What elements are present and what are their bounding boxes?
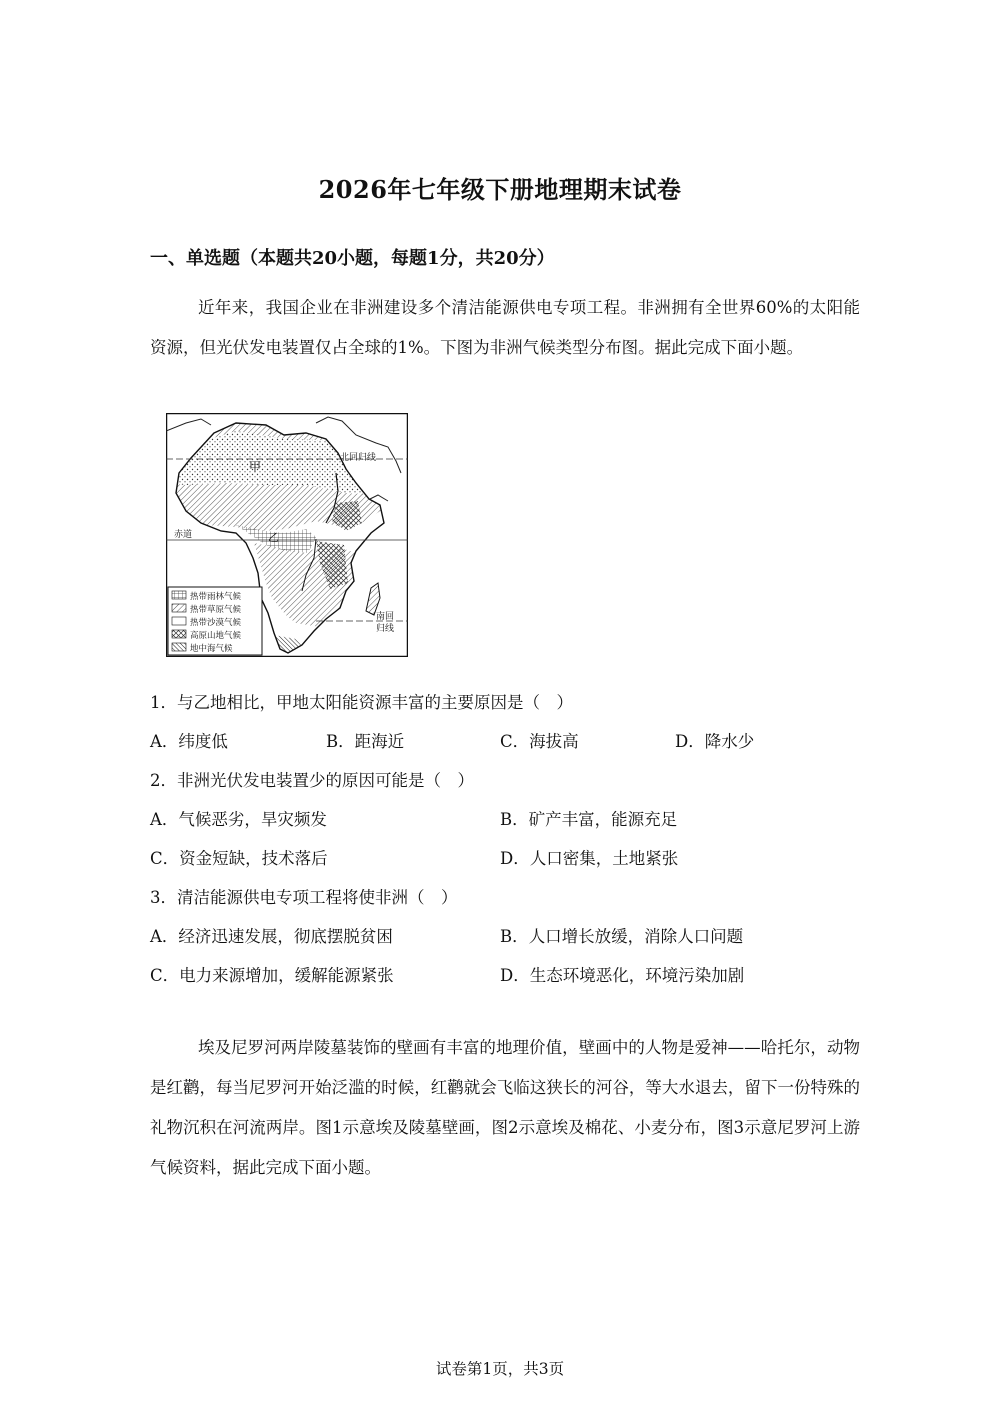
question-2-option-b[interactable]: B．矿产丰富，能源充足 <box>500 810 678 829</box>
legend-item: 热带沙漠气候 <box>190 618 242 628</box>
legend-item: 热带雨林气候 <box>190 592 242 602</box>
question-2-option-a[interactable]: A．气候恶劣，旱灾频发 <box>150 810 327 829</box>
africa-climate-map <box>166 413 408 657</box>
question-1-option-d[interactable]: D．降水少 <box>675 732 755 751</box>
label-tropic-of-cancer: 北回归线 <box>340 453 377 463</box>
question-2-stem: 2．非洲光伏发电装置少的原因可能是（ ） <box>150 771 474 790</box>
legend-item: 热带草原气候 <box>190 605 242 615</box>
legend-item: 高原山地气候 <box>190 631 242 641</box>
passage-intro: 近年来，我国企业在非洲建设多个清洁能源供电专项工程。非洲拥有全世界60%的太阳能资源，但光伏发电装置仅占全球的1%。下图为非洲气候类型分布图。据此完成下面小题。 <box>150 298 860 357</box>
question-1-option-b[interactable]: B．距海近 <box>326 732 405 751</box>
question-3-option-c[interactable]: C．电力来源增加，缓解能源紧张 <box>150 966 394 985</box>
document-title: 2026年七年级下册地理期末试卷 <box>318 175 682 204</box>
label-jia: 甲 <box>249 460 262 474</box>
question-3-option-d[interactable]: D．生态环境恶化，环境污染加剧 <box>500 966 745 985</box>
section-heading: 一、单选题（本题共20小题，每题1分，共20分） <box>150 248 555 269</box>
page-footer: 试卷第1页，共3页 <box>435 1360 565 1378</box>
label-yi: 乙 <box>268 531 279 544</box>
question-3-option-a[interactable]: A．经济迅速发展，彻底摆脱贫困 <box>150 927 393 946</box>
question-1-option-c[interactable]: C．海拔高 <box>500 732 579 751</box>
label-equator: 赤道 <box>174 530 193 540</box>
question-3-option-b[interactable]: B．人口增长放缓，消除人口问题 <box>500 927 744 946</box>
question-2-option-d[interactable]: D．人口密集，土地紧张 <box>500 849 679 868</box>
question-3-stem: 3．清洁能源供电专项工程将使非洲（ ） <box>150 888 458 907</box>
passage-nile: 埃及尼罗河两岸陵墓装饰的壁画有丰富的地理价值，壁画中的人物是爱神——哈托尔，动物是红鹳，每当尼罗河开始泛滥的时候，红鹳就会飞临这狭长的河谷，等大水退去，留下一份特殊的礼物沉积在河流两岸。图1示意埃及陵墓壁画，图2示意埃及棉花、小麦分布，图3示意尼罗河上游气候资料，据此完成下面小题。 <box>150 1038 860 1177</box>
question-1-option-a[interactable]: A．纬度低 <box>150 732 228 751</box>
legend-item: 地中海气候 <box>190 644 233 654</box>
question-2-option-c[interactable]: C．资金短缺，技术落后 <box>150 849 328 868</box>
label-tropic-of-capricorn-2: 归线 <box>376 624 395 634</box>
question-1-stem: 1．与乙地相比，甲地太阳能资源丰富的主要原因是（ ） <box>150 693 573 712</box>
map-legend <box>168 587 262 655</box>
label-tropic-of-capricorn-1: 南回 <box>376 612 395 622</box>
